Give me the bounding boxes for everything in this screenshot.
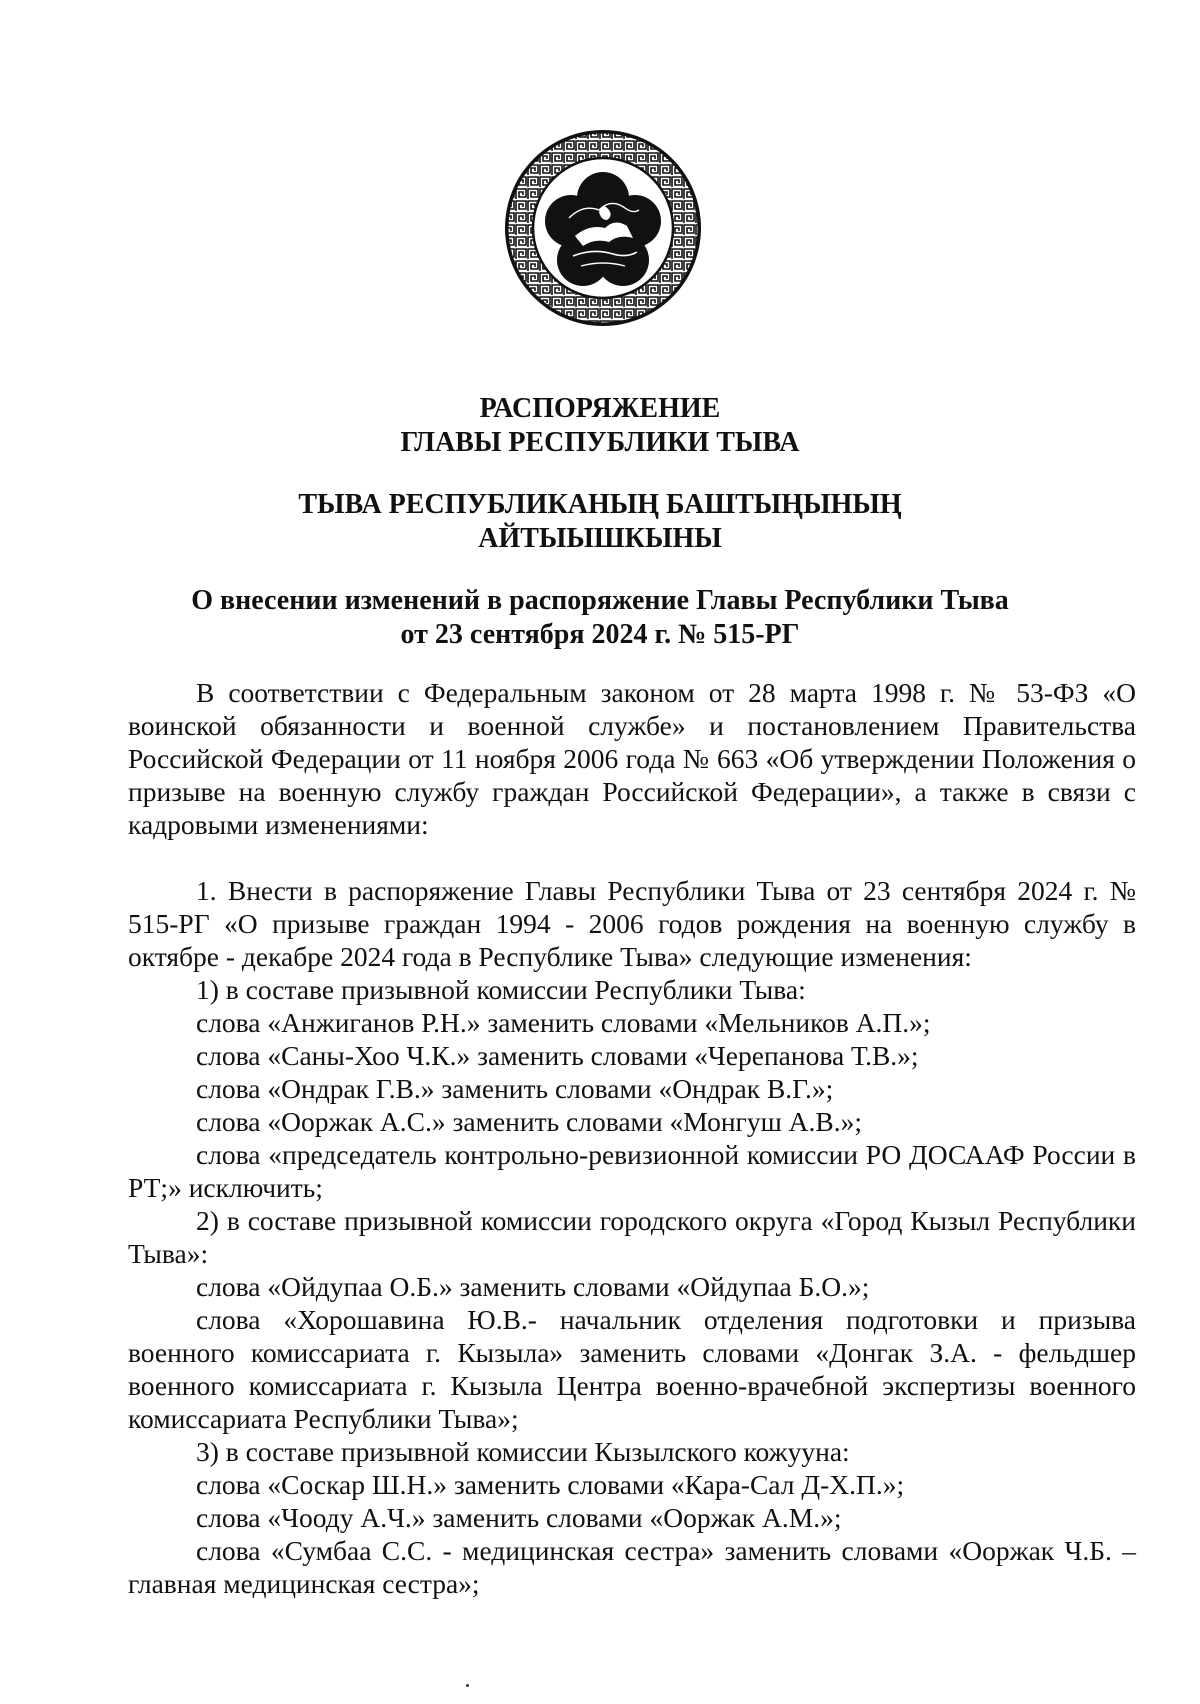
heading-line-order: РАСПОРЯЖЕНИЕ	[479, 393, 721, 424]
preamble-paragraph: В соответствии с Федеральным законом от 28 марта 1998 г. № 53-ФЗ «О воинской обязанности и военной службе» и постановлением Правительства Российской Федерации от 11 ноября 2006 года № 663 «Об утверждении Положения о призыве на военную службу граждан Российской Федерации», а также в связи с кадровыми изменениями:	[128, 677, 1136, 840]
paragraph-subitem-3: 3) в составе призывной комиссии Кызылского кожууна:	[196, 1436, 850, 1467]
paragraph-replace: слова «Ооржак А.С.» заменить словами «Монгуш А.В.»;	[196, 1106, 862, 1137]
paragraph-replace: слова «Сумбаа С.С. - медицинская сестра» заменить словами «Ооржак Ч.Б. – главная медицинская сестра»;	[128, 1535, 1136, 1599]
paragraph-subitem-1: 1) в составе призывной комиссии Республики Тыва:	[196, 974, 806, 1005]
paragraph-replace: слова «Хорошавина Ю.В.- начальник отделения подготовки и призыва военного комиссариата г. Кызыла» заменить словами «Донгак З.А. - фельдшер военного комиссариата г. Кызыла Центра военно-врачебной экспертизы военного комиссариата Республики Тыва»;	[128, 1304, 1136, 1434]
paragraph-replace: слова «Анжиганов Р.Н.» заменить словами «Мельников А.П.»;	[196, 1007, 931, 1038]
document-title-line2: от 23 сентября 2024 г. № 515-РГ	[400, 619, 800, 650]
heading-tuvan-line2: АЙТЫЫШКЫНЫ	[478, 523, 722, 554]
document-heading-tuvan	[0, 488, 1200, 556]
paragraph-item-1: 1. Внести в распоряжение Главы Республики Тыва от 23 сентября 2024 г. № 515-РГ «О призыве граждан 1994 - 2006 годов рождения на военную службу в октябре - декабре 2024 года в Республике Тыва» следующие изменения:	[128, 875, 1136, 972]
paragraph-subitem-2: 2) в составе призывной комиссии городского округа «Город Кызыл Республики Тыва»:	[128, 1205, 1136, 1269]
paragraph-replace: слова «Ондрак Г.В.» заменить словами «Ондрак В.Г.»;	[196, 1073, 834, 1104]
document-heading	[0, 392, 1200, 460]
paragraph-exclude: слова «председатель контрольно-ревизионной комиссии РО ДОСААФ России в РТ;» исключить;	[128, 1139, 1136, 1203]
paragraph-replace: слова «Соскар Ш.Н.» заменить словами «Кара-Сал Д-Х.П.»;	[196, 1469, 905, 1500]
document-title-line1: О внесении изменений в распоряжение Главы Республики Тыва	[191, 585, 1009, 616]
paragraph-replace: слова «Саны-Хоо Ч.К.» заменить словами «Черепанова Т.В.»;	[196, 1040, 919, 1071]
heading-line-head: ГЛАВЫ РЕСПУБЛИКИ ТЫВА	[400, 427, 800, 458]
document-body	[128, 676, 1136, 1600]
tuva-coat-of-arms-icon	[503, 128, 703, 328]
paragraph-replace: слова «Ойдупаа О.Б.» заменить словами «Ойдупаа Б.О.»;	[196, 1271, 870, 1302]
paragraph-replace: слова «Чооду А.Ч.» заменить словами «Ооржак А.М.»;	[196, 1502, 842, 1533]
heading-tuvan-line1: ТЫВА РЕСПУБЛИКАНЫҢ БАШТЫҢЫНЫҢ	[298, 489, 902, 520]
scan-speck	[466, 1684, 469, 1687]
document-title	[0, 584, 1200, 652]
